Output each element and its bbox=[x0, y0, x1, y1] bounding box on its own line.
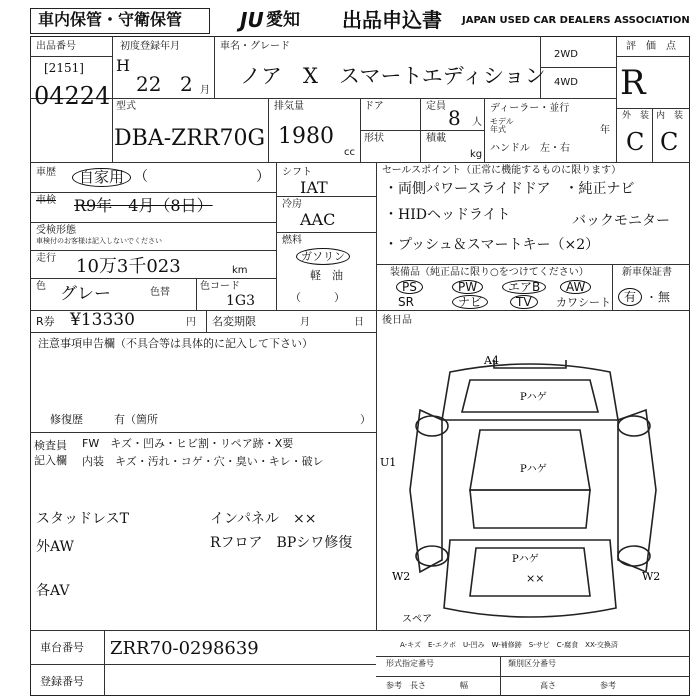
type-label: 型式 bbox=[116, 101, 136, 112]
equip-tv: TV bbox=[510, 295, 538, 309]
footer-ref5: 参考 bbox=[600, 681, 616, 690]
equip-pw: PW bbox=[452, 280, 483, 294]
registration-month: 2 bbox=[180, 72, 193, 96]
footer-ref1: 参考 bbox=[386, 681, 402, 690]
lot-label: 出品番号 bbox=[36, 41, 76, 52]
selling-point-4: ・プッシュ＆スマートキー（×2） bbox=[384, 237, 600, 253]
footer-length: 長さ bbox=[410, 681, 426, 690]
recycle-label: R券 bbox=[36, 315, 55, 328]
mileage-value: 10万3千023 bbox=[76, 256, 181, 277]
dealer-model-year-label: モデル 年式 bbox=[490, 117, 514, 134]
reg-number-label: 登録番号 bbox=[40, 675, 84, 688]
diagram-label-xx: ×× bbox=[526, 572, 545, 585]
tag-left-text: 車内保管・守衛保管 bbox=[38, 10, 183, 29]
diagram-label-w2-right: W2 bbox=[642, 570, 661, 583]
fuel-paren: （ ） bbox=[290, 291, 345, 304]
diagram-legend: A-キズ E-エクボ U-凹み W-補修跡 S-サビ C-腐食 XX-交換済 bbox=[400, 641, 618, 649]
rating-interior-value: C bbox=[660, 128, 679, 156]
model-value: ノア X スマートエディション bbox=[240, 64, 546, 88]
repair-label: 修復歴 bbox=[50, 413, 83, 426]
rating-exterior-value: C bbox=[626, 128, 645, 156]
deadline-month-unit: 月 bbox=[300, 317, 310, 328]
drive-2wd: 2WD bbox=[554, 49, 578, 60]
inspector-row2: 内装 キズ・汚れ・コゲ・穴・臭い・キレ・破レ bbox=[82, 455, 324, 468]
footer-shape-label: 形式指定番号 bbox=[386, 659, 434, 668]
equip-leather-seat: カワシート bbox=[556, 296, 611, 309]
registration-year: 22 bbox=[136, 72, 162, 96]
history-label: 車歴 bbox=[36, 167, 56, 178]
dealer-handle-label: ハンドル 左・右 bbox=[490, 143, 570, 154]
mileage-unit: km bbox=[232, 265, 248, 276]
mileage-label: 走行 bbox=[36, 253, 56, 264]
inspector-note-4: Rフロア BPシワ修復 bbox=[210, 535, 353, 551]
history-paren-close: ） bbox=[256, 169, 270, 185]
door-label: ドア bbox=[364, 101, 384, 112]
shift-label: シフト bbox=[282, 167, 312, 178]
deadline-label: 名変期限 bbox=[212, 315, 256, 328]
inspector-note-5: 各AV bbox=[36, 583, 70, 599]
displacement-unit: cc bbox=[344, 147, 355, 158]
lot-number: 04224 bbox=[34, 82, 111, 110]
footer-height: 高さ bbox=[540, 681, 556, 690]
rating-interior-label: 内 装 bbox=[656, 111, 684, 121]
color-code-value: 1G3 bbox=[226, 293, 255, 309]
selling-points-label: セールスポイント（正常に機能するものに限ります） bbox=[382, 165, 622, 176]
color-repaint-label: 色替 bbox=[150, 287, 170, 298]
displacement-value: 1980 bbox=[278, 124, 334, 149]
diagram-label-a4: A4 bbox=[484, 354, 499, 367]
inspector-note-3: 外AW bbox=[36, 539, 74, 555]
load-unit: kg bbox=[470, 149, 483, 160]
footer-class-label: 類別区分番号 bbox=[508, 659, 556, 668]
rating-value: R bbox=[620, 63, 646, 103]
selling-point-2: ・HIDヘッドライト bbox=[384, 207, 511, 223]
registration-label: 初度登録年月 bbox=[120, 41, 180, 52]
inspector-label: 検査員 記入欄 bbox=[34, 439, 67, 468]
equip-airbag: エアB bbox=[502, 280, 546, 294]
repair-value: 有（箇所 bbox=[114, 413, 158, 426]
form-title: 出品申込書 bbox=[342, 8, 442, 32]
chassis-value: ZRR70-0298639 bbox=[110, 638, 259, 659]
registration-era: H bbox=[116, 56, 130, 75]
recycle-unit: 円 bbox=[186, 317, 196, 328]
lot-sub-number: [2151] bbox=[44, 61, 84, 75]
ac-label: 冷房 bbox=[282, 199, 302, 210]
type-value: DBA-ZRR70G bbox=[114, 126, 266, 151]
equip-navi: ナビ bbox=[452, 295, 488, 309]
brand-logo: JU bbox=[240, 8, 264, 32]
diagram-label-spare: スペア bbox=[402, 614, 432, 625]
notes-label: 注意事項申告欄（不具合等は具体的に記入して下さい） bbox=[38, 337, 313, 350]
diagram-label-w2-left: W2 bbox=[392, 570, 411, 583]
diagram-label-u1: U1 bbox=[380, 456, 397, 469]
footer-width: 幅 bbox=[460, 681, 468, 690]
equip-sr: SR bbox=[398, 295, 414, 309]
car-damage-diagram bbox=[380, 350, 686, 630]
selling-point-3: バックモニター bbox=[572, 213, 670, 229]
displacement-label: 排気量 bbox=[274, 101, 304, 112]
drive-4wd: 4WD bbox=[554, 77, 578, 88]
inspector-row1: FW キズ・凹み・ヒビ割・リペア跡・X要 bbox=[82, 437, 294, 450]
inspection-label: 車検 bbox=[36, 195, 56, 206]
reception-label: 受検形態 bbox=[36, 225, 76, 236]
rating-label: 評 価 点 bbox=[626, 41, 676, 52]
inspector-note-1: スタッドレスT bbox=[36, 511, 129, 527]
after-photo-label: 後日品 bbox=[382, 315, 412, 326]
equip-aw: AW bbox=[560, 280, 591, 294]
diagram-label-p1: Pハゲ bbox=[520, 392, 547, 403]
diagram-label-p2: Pハゲ bbox=[520, 464, 547, 475]
warranty-sep: ・ bbox=[646, 291, 657, 304]
registration-month-unit: 月 bbox=[200, 85, 210, 96]
capacity-unit: 人 bbox=[472, 117, 482, 128]
chassis-label: 車台番号 bbox=[40, 641, 84, 654]
selling-point-1: ・両側パワースライドドア ・純正ナビ bbox=[384, 181, 635, 197]
dealer-label: ディーラー・並行 bbox=[490, 103, 570, 114]
repair-close: ） bbox=[360, 413, 371, 426]
warranty-label: 新車保証書 bbox=[622, 267, 672, 278]
fuel-gasoline: ガソリン bbox=[296, 248, 350, 265]
form-subtitle: JAPAN USED CAR DEALERS ASSOCIATION bbox=[462, 15, 690, 26]
capacity-value: 8 bbox=[448, 106, 461, 130]
warranty-yes: 有 bbox=[618, 288, 642, 306]
load-label: 積載 bbox=[426, 133, 446, 144]
dealer-year-unit: 年 bbox=[600, 125, 610, 136]
fuel-diesel: 軽 油 bbox=[310, 269, 343, 282]
deadline-day-unit: 日 bbox=[354, 317, 364, 328]
inspector-note-2: インパネル ×× bbox=[210, 511, 317, 527]
color-label: 色 bbox=[36, 281, 46, 292]
shift-value: IAT bbox=[300, 178, 328, 197]
warranty-no: 無 bbox=[658, 290, 671, 304]
equip-ps: PS bbox=[396, 280, 423, 294]
reception-note: 車検付のお客様は記入しないでください bbox=[36, 237, 162, 245]
ac-value: AAC bbox=[300, 210, 336, 229]
model-label: 車名・グレード bbox=[220, 41, 290, 52]
inspection-value: R9年 4月（8日） bbox=[74, 196, 213, 215]
brand-name: 愛知 bbox=[266, 10, 300, 30]
history-paren-open: （ bbox=[134, 169, 148, 185]
diagram-label-p3: Pハゲ bbox=[512, 554, 539, 565]
capacity-label: 定員 bbox=[426, 101, 446, 112]
shape-label: 形状 bbox=[364, 133, 384, 144]
recycle-value: ¥13330 bbox=[70, 310, 135, 330]
history-value: 自家用 bbox=[72, 168, 131, 187]
color-code-label: 色コード bbox=[200, 281, 240, 292]
equipment-label: 装備品（純正品に限り○をつけてください） bbox=[390, 267, 589, 278]
fuel-label: 燃料 bbox=[282, 235, 302, 246]
rating-exterior-label: 外 装 bbox=[622, 111, 650, 121]
color-value: グレー bbox=[60, 284, 111, 304]
